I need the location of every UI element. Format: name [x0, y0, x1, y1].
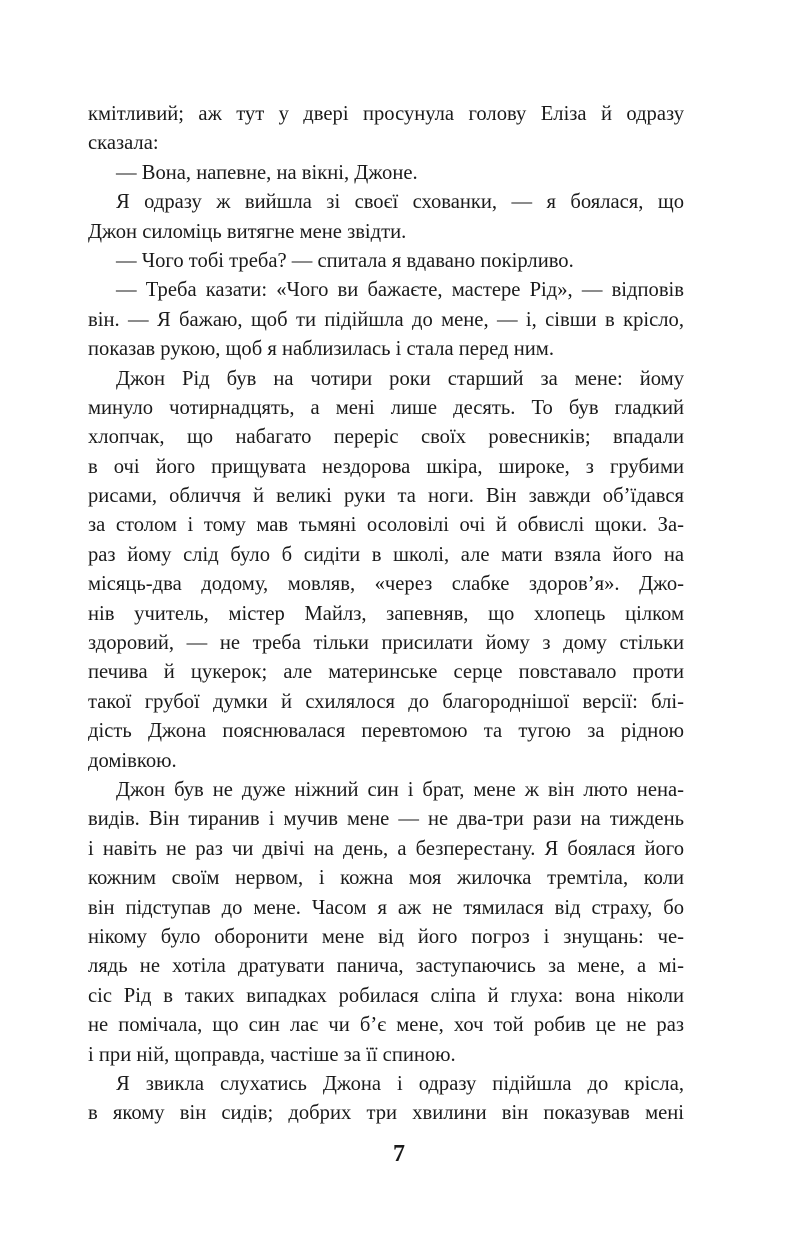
- text-line: раз йому слід було б сидіти в школі, але мати взяла його на: [88, 543, 684, 566]
- text-line: він. — Я бажаю, щоб ти підійшла до мене, — і, сівши в крісло,: [88, 308, 684, 331]
- text-line: здоровий, — не треба тільки присилати йому з дому стільки: [88, 632, 684, 655]
- text-line: домівкою.: [88, 749, 177, 772]
- text-line: не помічала, що син лає чи б’є мене, хоч той робив це не раз: [88, 1014, 684, 1037]
- text-line: Джон був не дуже ніжний син і брат, мене ж він люто нена-: [116, 778, 684, 801]
- text-line: в очі його прищувата нездорова шкіра, широке, з грубими: [88, 455, 684, 478]
- text-line: хлопчак, що набагато переріс своїх ровесників; впадали: [88, 426, 684, 449]
- text-line: лядь не хотіла дратувати панича, заступаючись за мене, а мі-: [88, 955, 684, 978]
- text-line: за столом і тому мав тьмяні осоловілі очі й обвислі щоки. За-: [88, 514, 684, 537]
- text-line: кожним своїм нервом, і кожна моя жилочка тремтіла, коли: [88, 867, 684, 890]
- text-line: він підступав до мене. Часом я аж не тямилася від страху, бо: [88, 896, 684, 919]
- text-line: видів. Він тиранив і мучив мене — не два-три рази на тиждень: [88, 808, 684, 831]
- text-line: Джон Рід був на чотири роки старший за мене: йому: [116, 367, 684, 390]
- text-line: нів учитель, містер Майлз, запевняв, що хлопець цілком: [88, 602, 684, 625]
- text-line: сіс Рід в таких випадках робилася сліпа й глуха: вона ніколи: [88, 984, 684, 1007]
- text-line: — Чого тобі треба? — спитала я вдавано покірливо.: [116, 249, 574, 272]
- text-line: Я одразу ж вийшла зі своєї схованки, — я боялася, що: [116, 191, 684, 214]
- body-text: [88, 100, 684, 1129]
- text-line: печива й цукерок; але материнське серце повставало проти: [88, 661, 684, 684]
- text-line: показав рукою, щоб я наблизилась і стала перед ним.: [88, 338, 554, 361]
- text-line: дість Джона пояснювалася перевтомою та тугою за рідною: [88, 720, 684, 743]
- text-line: сказала:: [88, 132, 159, 155]
- text-line: рисами, обличчя й великі руки та ноги. Він завжди об’їдався: [88, 485, 684, 508]
- text-line: — Треба казати: «Чого ви бажаєте, мастере Рід», — відповів: [116, 279, 684, 302]
- text-line: Джон силоміць витягне мене звідти.: [88, 220, 407, 243]
- text-line: такої грубої думки й схилялося до благороднішої версії: блі-: [88, 690, 684, 713]
- text-line: нікому було оборонити мене від його погроз і знущань: че-: [88, 925, 684, 948]
- text-line: Я звикла слухатись Джона і одразу підійшла до крісла,: [116, 1072, 684, 1095]
- text-line: минуло чотирнадцять, а мені лише десять. То був гладкий: [88, 396, 684, 419]
- page-number: 7: [393, 1141, 405, 1167]
- text-line: місяць-два додому, мовляв, «через слабке здоров’я». Джо-: [88, 573, 684, 596]
- text-line: і навіть не раз чи двічі на день, а безперестану. Я боялася його: [88, 837, 684, 860]
- text-line: кмітливий; аж тут у двері просунула голову Еліза й одразу: [88, 103, 684, 125]
- text-line: — Вона, напевне, на вікні, Джоне.: [116, 161, 418, 184]
- text-line: і при ній, щоправда, частіше за її спиною.: [88, 1043, 456, 1066]
- text-line: в якому він сидів; добрих три хвилини він показував мені: [88, 1102, 684, 1125]
